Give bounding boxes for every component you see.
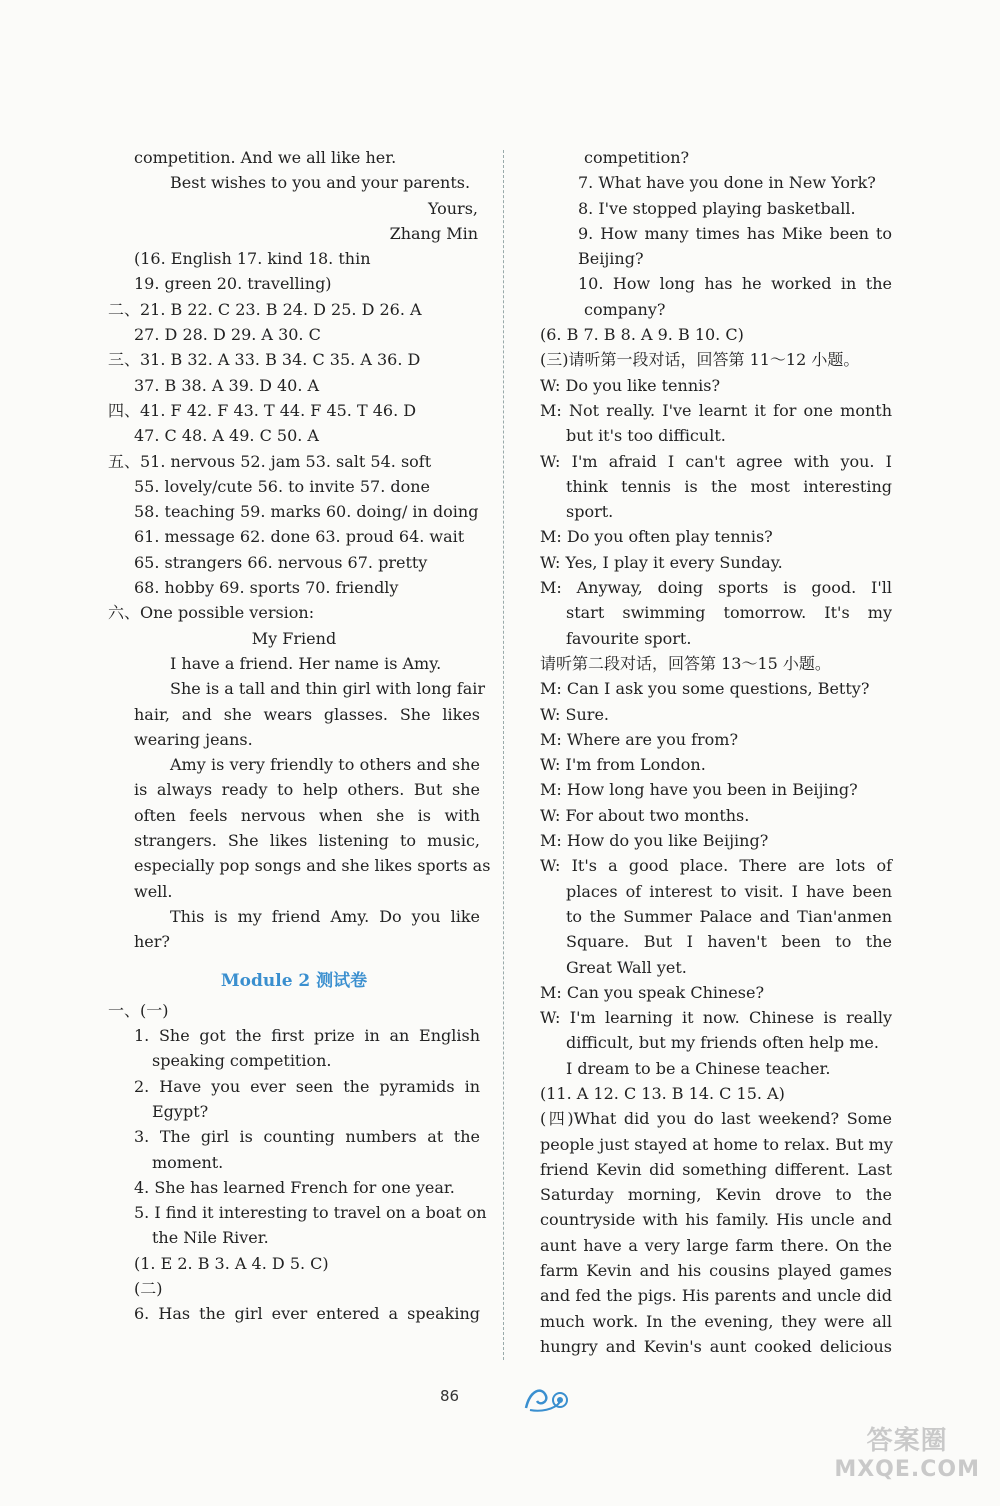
left2-line: the Nile River. bbox=[152, 1228, 269, 1248]
right-line: W: I'm from London. bbox=[540, 755, 706, 775]
left-line: This is my friend Amy. Do you like bbox=[170, 906, 480, 926]
left2-line: 3. The girl is counting numbers at the bbox=[134, 1127, 480, 1147]
right-line: Great Wall yet. bbox=[566, 957, 687, 977]
right-line: W: It's a good place. There are lots of bbox=[540, 856, 892, 876]
left2-line: (1. E 2. B 3. A 4. D 5. C) bbox=[134, 1253, 329, 1273]
right-line: places of interest to visit. I have been bbox=[566, 881, 892, 901]
right-line: Saturday morning, Kevin drove to the bbox=[540, 1185, 892, 1205]
right-line: difficult, but my friends often help me. bbox=[566, 1033, 879, 1053]
right-line: sport. bbox=[566, 502, 614, 522]
watermark-url: MXQE.COM bbox=[834, 1457, 980, 1482]
column-divider bbox=[503, 150, 504, 1360]
right-line: think tennis is the most interesting bbox=[566, 476, 892, 496]
left2-line: (二) bbox=[134, 1279, 163, 1299]
left2-line: 4. She has learned French for one year. bbox=[134, 1177, 455, 1197]
right-line: favourite sport. bbox=[566, 628, 692, 648]
right-line: countryside with his family. His uncle and bbox=[540, 1210, 892, 1230]
left-line: Yours, bbox=[427, 198, 478, 218]
right-line: but it's too difficult. bbox=[566, 426, 726, 446]
left-line: 61. message 62. done 63. proud 64. wait bbox=[134, 527, 465, 547]
right-line: much work. In the evening, they were all bbox=[540, 1311, 892, 1331]
left-line: 65. strangers 66. nervous 67. pretty bbox=[134, 552, 428, 572]
left-line: well. bbox=[134, 881, 173, 901]
left-line: Amy is very friendly to others and she bbox=[170, 755, 480, 775]
right-line: (11. A 12. C 13. B 14. C 15. A) bbox=[540, 1083, 785, 1103]
left-line: 四、41. F 42. F 43. T 44. F 45. T 46. D bbox=[108, 400, 417, 420]
left2-line: 5. I find it interesting to travel on a boat on bbox=[134, 1203, 487, 1223]
right-line: W: For about two months. bbox=[540, 805, 750, 825]
right-line: W: Sure. bbox=[540, 704, 609, 724]
left-line: 37. B 38. A 39. D 40. A bbox=[134, 375, 320, 395]
left-line: hair, and she wears glasses. She likes bbox=[134, 704, 480, 724]
right-line: (四)What did you do last weekend? Some bbox=[540, 1109, 892, 1129]
right-line: Square. But I haven't been to the bbox=[566, 932, 892, 952]
left-line: is always ready to help others. But she bbox=[134, 780, 480, 800]
page-ornament-icon bbox=[520, 1380, 572, 1418]
right-line: M: Anyway, doing sports is good. I'll bbox=[540, 578, 892, 598]
left-line: 二、21. B 22. C 23. B 24. D 25. D 26. A bbox=[108, 299, 422, 319]
left-line: especially pop songs and she likes sports as bbox=[134, 856, 491, 876]
right-line: W: I'm afraid I can't agree with you. I bbox=[540, 451, 892, 471]
right-line: M: Where are you from? bbox=[540, 729, 739, 749]
right-line: 10. How long has he worked in the bbox=[578, 274, 892, 294]
right-line: hungry and Kevin's aunt cooked delicious bbox=[540, 1336, 892, 1356]
right-line: M: How long have you been in Beijing? bbox=[540, 780, 858, 800]
right-line: 9. How many times has Mike been to bbox=[578, 223, 892, 243]
left-line: 55. lovely/cute 56. to invite 57. done bbox=[134, 476, 431, 496]
left-line: 19. green 20. travelling) bbox=[134, 274, 332, 294]
page-number: 86 bbox=[440, 1387, 460, 1405]
left-line: often feels nervous when she is with bbox=[134, 805, 480, 825]
left-line: I have a friend. Her name is Amy. bbox=[170, 653, 442, 673]
right-line: W: Do you like tennis? bbox=[540, 375, 721, 395]
section-heading: Module 2 测试卷 bbox=[220, 970, 368, 991]
right-line: to the Summer Palace and Tian'anmen bbox=[566, 906, 892, 926]
left2-line: 2. Have you ever seen the pyramids in bbox=[134, 1076, 480, 1096]
right-line: people just stayed at home to relax. But my bbox=[540, 1134, 893, 1154]
left-line: (16. English 17. kind 18. thin bbox=[134, 249, 371, 269]
right-line: W: Yes, I play it every Sunday. bbox=[540, 552, 783, 572]
left-line: Zhang Min bbox=[389, 223, 478, 243]
right-line: 8. I've stopped playing basketball. bbox=[578, 198, 856, 218]
left-line: competition. And we all like her. bbox=[134, 148, 397, 167]
left-line: 六、One possible version: bbox=[108, 603, 315, 623]
left2-line: Egypt? bbox=[152, 1101, 209, 1121]
right-line: (6. B 7. B 8. A 9. B 10. C) bbox=[540, 325, 744, 345]
right-line: company? bbox=[584, 299, 666, 319]
left-line: strangers. She likes listening to music, bbox=[134, 831, 480, 851]
right-line: and fed the pigs. His parents and uncle did bbox=[540, 1286, 892, 1306]
right-line: start swimming tomorrow. It's my bbox=[566, 603, 892, 623]
right-line: 7. What have you done in New York? bbox=[578, 173, 876, 193]
right-line: M: Can you speak Chinese? bbox=[540, 982, 765, 1002]
left-line: Best wishes to you and your parents. bbox=[170, 173, 471, 193]
right-line: Beijing? bbox=[578, 249, 644, 269]
right-line: M: Can I ask you some questions, Betty? bbox=[540, 679, 870, 699]
left-line: 三、31. B 32. A 33. B 34. C 35. A 36. D bbox=[108, 350, 421, 370]
left-line: her? bbox=[134, 932, 170, 952]
right-line: M: Do you often play tennis? bbox=[540, 527, 773, 547]
left2-line: moment. bbox=[152, 1152, 224, 1172]
right-line: competition? bbox=[584, 148, 690, 167]
right-line: I dream to be a Chinese teacher. bbox=[566, 1058, 831, 1078]
left-line: 58. teaching 59. marks 60. doing/ in doing bbox=[134, 502, 479, 522]
left-line: 68. hobby 69. sports 70. friendly bbox=[134, 578, 399, 598]
right-line: (三)请听第一段对话，回答第 11～12 小题。 bbox=[540, 350, 860, 370]
left-line: My Friend bbox=[251, 628, 337, 648]
watermark bbox=[834, 1420, 980, 1482]
left-line: 27. D 28. D 29. A 30. C bbox=[134, 325, 321, 345]
left2-line: 一、(一) bbox=[108, 1000, 169, 1020]
left-line: She is a tall and thin girl with long fair bbox=[170, 679, 486, 699]
left-line: 五、51. nervous 52. jam 53. salt 54. soft bbox=[108, 451, 432, 471]
right-line: M: How do you like Beijing? bbox=[540, 831, 769, 851]
right-line: 请听第二段对话，回答第 13～15 小题。 bbox=[540, 653, 831, 673]
right-line: farm Kevin and his cousins played games bbox=[540, 1261, 892, 1281]
left-line: wearing jeans. bbox=[134, 729, 253, 749]
right-line: friend Kevin did something different. Last bbox=[540, 1159, 892, 1179]
right-column bbox=[540, 145, 892, 1359]
right-line: M: Not really. I've learnt it for one month bbox=[540, 400, 892, 420]
left-column bbox=[108, 145, 491, 1327]
left2-line: 6. Has the girl ever entered a speaking bbox=[134, 1304, 480, 1324]
watermark-logo: 答案圈 bbox=[866, 1426, 948, 1456]
left-line: 47. C 48. A 49. C 50. A bbox=[134, 426, 319, 446]
left2-line: speaking competition. bbox=[152, 1051, 332, 1071]
right-line: W: I'm learning it now. Chinese is really bbox=[540, 1008, 892, 1028]
right-line: aunt have a very large farm there. On the bbox=[540, 1235, 892, 1255]
left2-line: 1. She got the first prize in an English bbox=[134, 1026, 480, 1046]
